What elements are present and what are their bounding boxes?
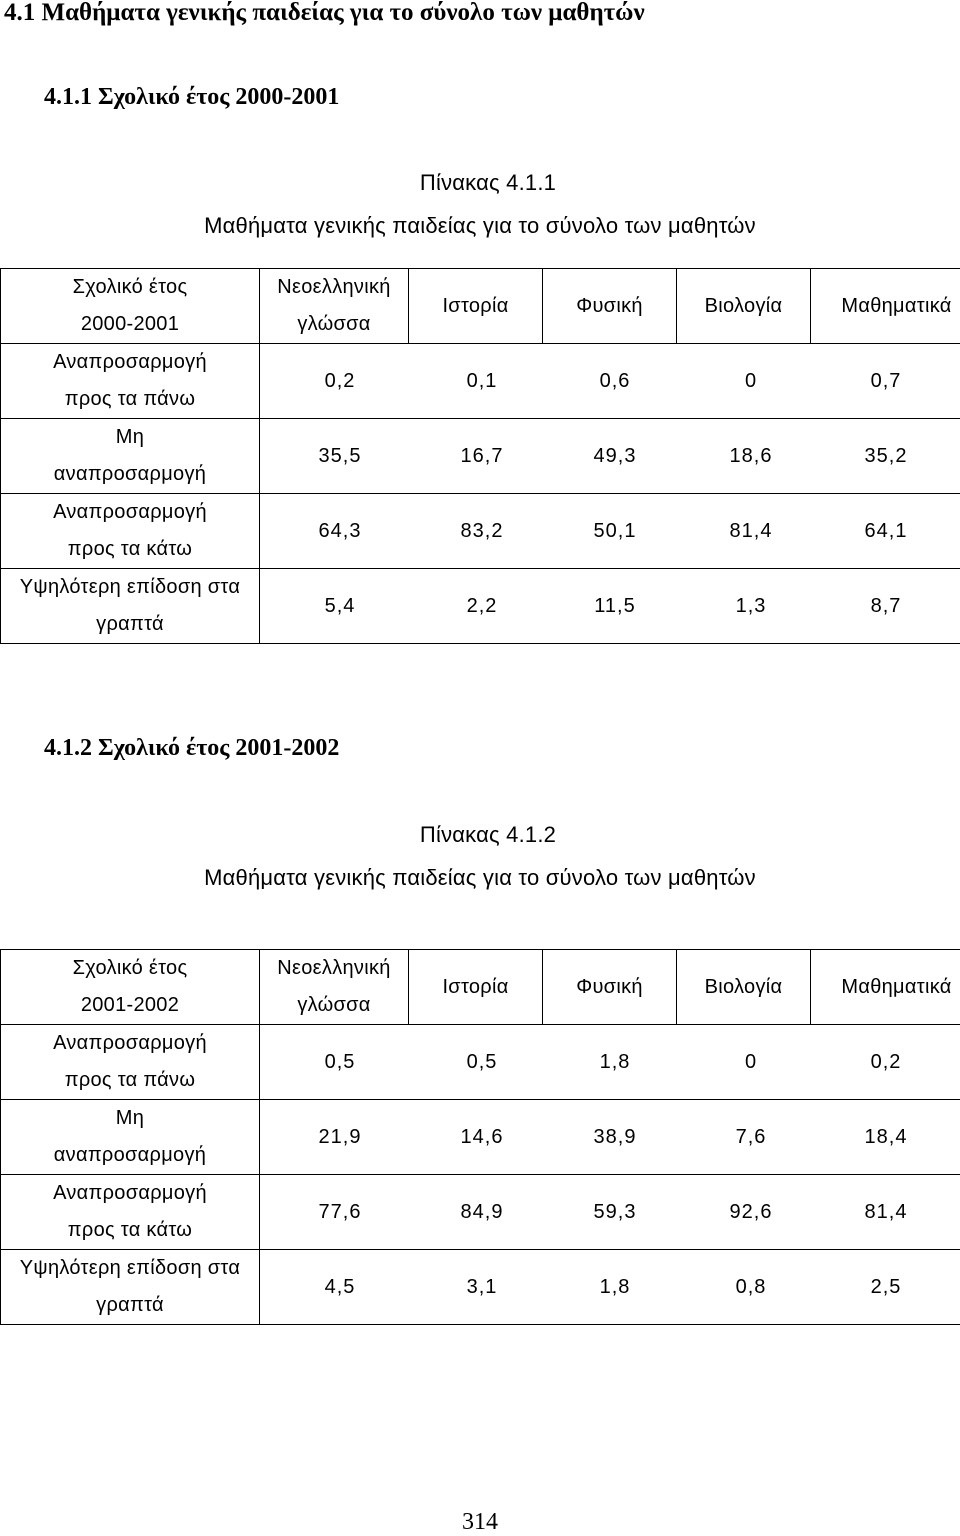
column-header-mathimatika: Μαθηματικά bbox=[811, 950, 960, 1025]
row-values bbox=[260, 1025, 960, 1100]
table-cell: 49,3 bbox=[544, 445, 686, 468]
corner-cell bbox=[1, 269, 260, 344]
row-label bbox=[1, 494, 260, 569]
row-label-line1: Αναπροσαρμογή bbox=[1, 344, 259, 381]
row-label bbox=[1, 569, 260, 644]
table-cell: 64,3 bbox=[260, 520, 420, 543]
table-row bbox=[1, 344, 960, 419]
table-row bbox=[1, 1100, 960, 1175]
column-header-viologia: Βιολογία bbox=[677, 269, 811, 344]
table-cell: 0 bbox=[686, 1051, 816, 1074]
table-cell: 77,6 bbox=[260, 1201, 420, 1224]
table-cell: 35,2 bbox=[816, 445, 956, 468]
table-cell: 21,9 bbox=[260, 1126, 420, 1149]
section-heading: 4.1 Μαθήματα γενικής παιδείας για το σύνολο των μαθητών bbox=[4, 0, 645, 26]
table-header-row bbox=[1, 269, 960, 344]
column-header-fysiki: Φυσική bbox=[543, 950, 677, 1025]
table-label: Πίνακας 4.1.2 bbox=[0, 822, 960, 848]
table-cell: 0 bbox=[686, 370, 816, 393]
table-cell: 8,7 bbox=[816, 595, 956, 618]
table-cell: 2,2 bbox=[420, 595, 544, 618]
row-label-line1: Αναπροσαρμογή bbox=[1, 1025, 259, 1062]
row-label bbox=[1, 1250, 260, 1325]
row-values bbox=[260, 419, 960, 494]
table-cell: 50,1 bbox=[544, 520, 686, 543]
table-cell: 7,6 bbox=[686, 1126, 816, 1149]
table-cell: 81,4 bbox=[686, 520, 816, 543]
table-cell: 5,4 bbox=[260, 595, 420, 618]
column-header-istoria: Ιστορία bbox=[409, 269, 543, 344]
table-cell: 0,5 bbox=[260, 1051, 420, 1074]
table-cell: 18,6 bbox=[686, 445, 816, 468]
corner-label-line1: Σχολικό έτος bbox=[1, 269, 259, 306]
table-cell: 84,9 bbox=[420, 1201, 544, 1224]
table-cell: 18,4 bbox=[816, 1126, 956, 1149]
corner-label-line2: 2001-2002 bbox=[1, 987, 259, 1024]
table-row bbox=[1, 1175, 960, 1250]
row-label bbox=[1, 1175, 260, 1250]
row-values bbox=[260, 344, 960, 419]
subsection-heading-2001-2002: 4.1.2 Σχολικό έτος 2001-2002 bbox=[44, 735, 339, 761]
row-label-line1: Μη bbox=[1, 1100, 259, 1137]
column-header-line2: γλώσσα bbox=[260, 987, 408, 1024]
table-cell: 83,2 bbox=[420, 520, 544, 543]
table-row bbox=[1, 1250, 960, 1325]
row-label-line1: Υψηλότερη επίδοση στα bbox=[1, 1250, 259, 1287]
table-cell: 1,3 bbox=[686, 595, 816, 618]
table-cell: 81,4 bbox=[816, 1201, 956, 1224]
column-header-viologia: Βιολογία bbox=[677, 950, 811, 1025]
row-values bbox=[260, 494, 960, 569]
column-header-neoelliniki bbox=[260, 950, 409, 1025]
table-cell: 35,5 bbox=[260, 445, 420, 468]
column-header-line1: Νεοελληνική bbox=[260, 269, 408, 306]
table-cell: 1,8 bbox=[544, 1051, 686, 1074]
table-cell: 16,7 bbox=[420, 445, 544, 468]
table-title: Μαθήματα γενικής παιδείας για το σύνολο των μαθητών bbox=[0, 213, 960, 239]
table-cell: 0,5 bbox=[420, 1051, 544, 1074]
table-cell: 0,6 bbox=[544, 370, 686, 393]
table-title: Μαθήματα γενικής παιδείας για το σύνολο των μαθητών bbox=[0, 865, 960, 891]
subsection-heading-2000-2001: 4.1.1 Σχολικό έτος 2000-2001 bbox=[44, 84, 339, 110]
row-label-line2: αναπροσαρμογή bbox=[1, 456, 259, 493]
row-label bbox=[1, 1100, 260, 1175]
table-cell: 0,1 bbox=[420, 370, 544, 393]
table-cell: 0,2 bbox=[260, 370, 420, 393]
table-row bbox=[1, 569, 960, 644]
row-label bbox=[1, 1025, 260, 1100]
table-row bbox=[1, 419, 960, 494]
results-table-2001-2002 bbox=[0, 949, 960, 1325]
table-header-row bbox=[1, 950, 960, 1025]
row-label-line1: Αναπροσαρμογή bbox=[1, 494, 259, 531]
table-cell: 14,6 bbox=[420, 1126, 544, 1149]
table-cell: 64,1 bbox=[816, 520, 956, 543]
table-cell: 92,6 bbox=[686, 1201, 816, 1224]
column-header-line2: γλώσσα bbox=[260, 306, 408, 343]
row-values bbox=[260, 569, 960, 644]
row-label-line1: Υψηλότερη επίδοση στα bbox=[1, 569, 259, 606]
table-row bbox=[1, 1025, 960, 1100]
table-cell: 11,5 bbox=[544, 595, 686, 618]
row-label-line2: προς τα κάτω bbox=[1, 1212, 259, 1249]
row-label-line2: αναπροσαρμογή bbox=[1, 1137, 259, 1174]
table-cell: 2,5 bbox=[816, 1276, 956, 1299]
row-label-line2: προς τα πάνω bbox=[1, 381, 259, 418]
table-cell: 0,8 bbox=[686, 1276, 816, 1299]
row-label-line1: Μη bbox=[1, 419, 259, 456]
row-label bbox=[1, 419, 260, 494]
corner-label-line2: 2000-2001 bbox=[1, 306, 259, 343]
table-cell: 3,1 bbox=[420, 1276, 544, 1299]
column-header-istoria: Ιστορία bbox=[409, 950, 543, 1025]
row-values bbox=[260, 1250, 960, 1325]
corner-label-line1: Σχολικό έτος bbox=[1, 950, 259, 987]
row-label-line2: γραπτά bbox=[1, 606, 259, 643]
row-values bbox=[260, 1100, 960, 1175]
row-label-line2: προς τα πάνω bbox=[1, 1062, 259, 1099]
table-cell: 4,5 bbox=[260, 1276, 420, 1299]
corner-cell bbox=[1, 950, 260, 1025]
column-header-fysiki: Φυσική bbox=[543, 269, 677, 344]
row-label-line2: προς τα κάτω bbox=[1, 531, 259, 568]
results-table-2000-2001 bbox=[0, 268, 960, 644]
row-label-line1: Αναπροσαρμογή bbox=[1, 1175, 259, 1212]
table-label: Πίνακας 4.1.1 bbox=[0, 170, 960, 196]
column-header-mathimatika: Μαθηματικά bbox=[811, 269, 960, 344]
row-label-line2: γραπτά bbox=[1, 1287, 259, 1324]
row-label bbox=[1, 344, 260, 419]
table-cell: 59,3 bbox=[544, 1201, 686, 1224]
table-cell: 0,2 bbox=[816, 1051, 956, 1074]
table-row bbox=[1, 494, 960, 569]
page-number: 314 bbox=[0, 1509, 960, 1536]
column-header-neoelliniki bbox=[260, 269, 409, 344]
column-header-line1: Νεοελληνική bbox=[260, 950, 408, 987]
row-values bbox=[260, 1175, 960, 1250]
table-cell: 38,9 bbox=[544, 1126, 686, 1149]
table-cell: 0,7 bbox=[816, 370, 956, 393]
table-cell: 1,8 bbox=[544, 1276, 686, 1299]
